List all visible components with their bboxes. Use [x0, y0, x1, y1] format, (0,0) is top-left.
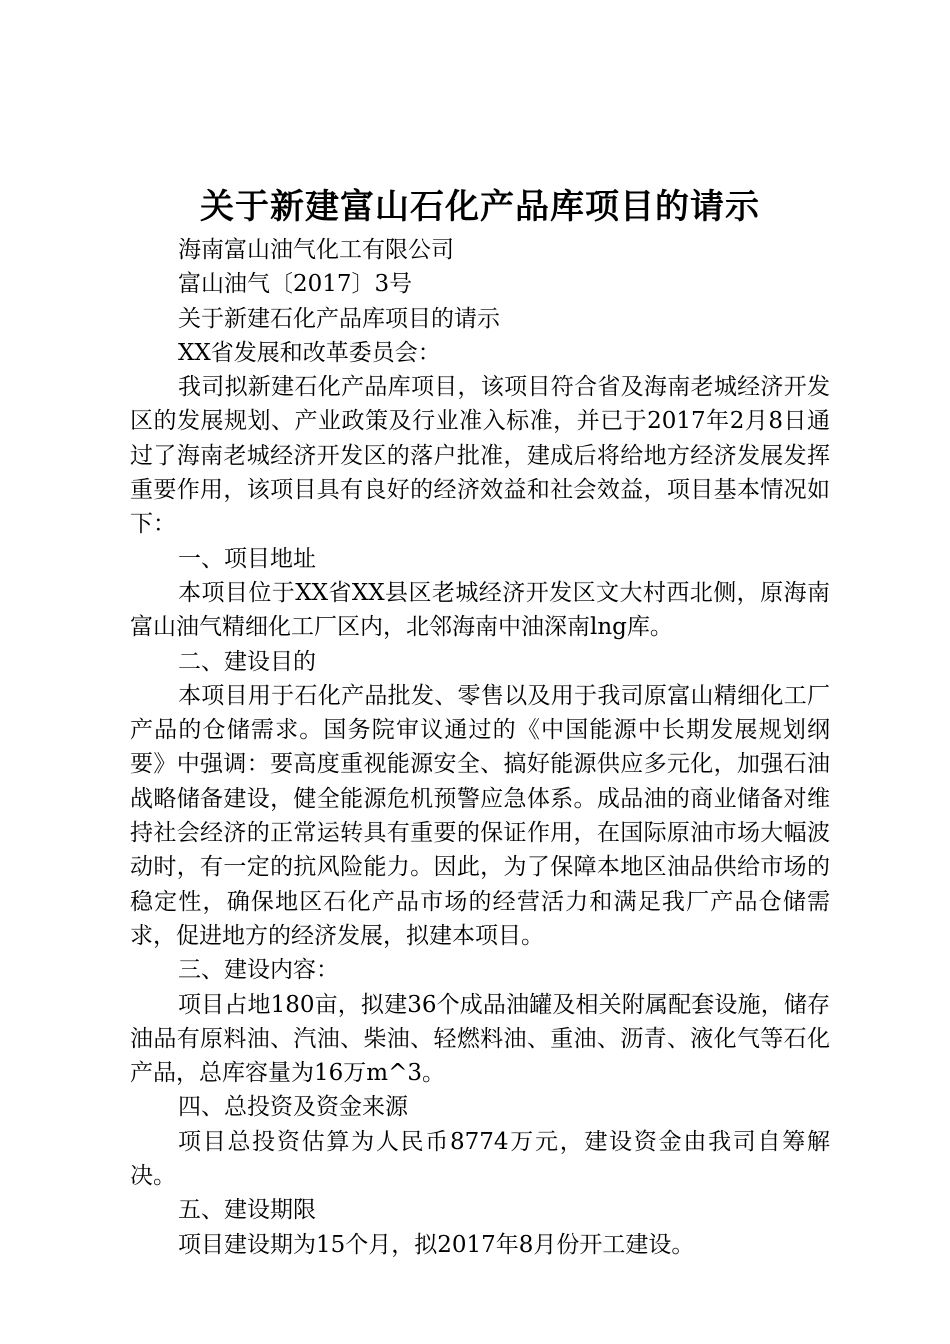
section-heading-content: 三、建设内容：: [178, 957, 339, 984]
document-page: [130, 185, 830, 1262]
section-body-period: 项目建设期为15个月，拟2017年8月份开工建设。: [178, 1231, 695, 1258]
section-heading-purpose: 二、建设目的: [178, 648, 316, 675]
section-heading-location: 一、项目地址: [178, 545, 316, 572]
section-body-purpose: 本项目用于石化产品批发、零售以及用于我司原富山精细化工厂产品的仓储需求。国务院审议通过的《中国能源中长期发展规划纲要》中强调：要高度重视能源安全、搞好能源供应多元化，加强石油战略储备建设，健全能源危机预警应急体系。成品油的商业储备对维持社会经济的正常运转具有重要的保证作用，在国际原油市场大幅波动时，有一定的抗风险能力。因此，为了保障本地区油品供给市场的稳定性，确保地区石化产品市场的经营活力和满足我厂产品仓储需求，促进地方的经济发展，拟建本项目。: [130, 682, 830, 949]
document-subject: 关于新建石化产品库项目的请示: [178, 305, 500, 332]
document-number: 富山油气〔2017〕3号: [178, 271, 413, 298]
company-name: 海南富山油气化工有限公司: [178, 237, 454, 263]
section-heading-investment: 四、总投资及资金来源: [178, 1094, 408, 1121]
intro-paragraph: 我司拟新建石化产品库项目，该项目符合省及海南老城经济开发区的发展规划、产业政策及行业准入标准，并已于2017年2月8日通过了海南老城经济开发区的落户批准，建成后将给地方经济发展发挥重要作用，该项目具有良好的经济效益和社会效益，项目基本情况如下：: [130, 374, 830, 538]
section-body-investment: 项目总投资估算为人民币8774万元，建设资金由我司自筹解决。: [130, 1128, 830, 1190]
section-body-content: 项目占地180亩，拟建36个成品油罐及相关附属配套设施，储存油品有原料油、汽油、柴油、轻燃料油、重油、沥青、液化气等石化产品，总库容量为16万m^3。: [130, 991, 830, 1087]
section-heading-period: 五、建设期限: [178, 1197, 316, 1224]
section-body-location: 本项目位于XX省XX县区老城经济开发区文大村西北侧，原海南富山油气精细化工厂区内，北邻海南中油深南lng库。: [130, 579, 830, 641]
document-title: 关于新建富山石化产品库项目的请示: [200, 187, 760, 227]
recipient: XX省发展和改革委员会：: [178, 339, 441, 366]
